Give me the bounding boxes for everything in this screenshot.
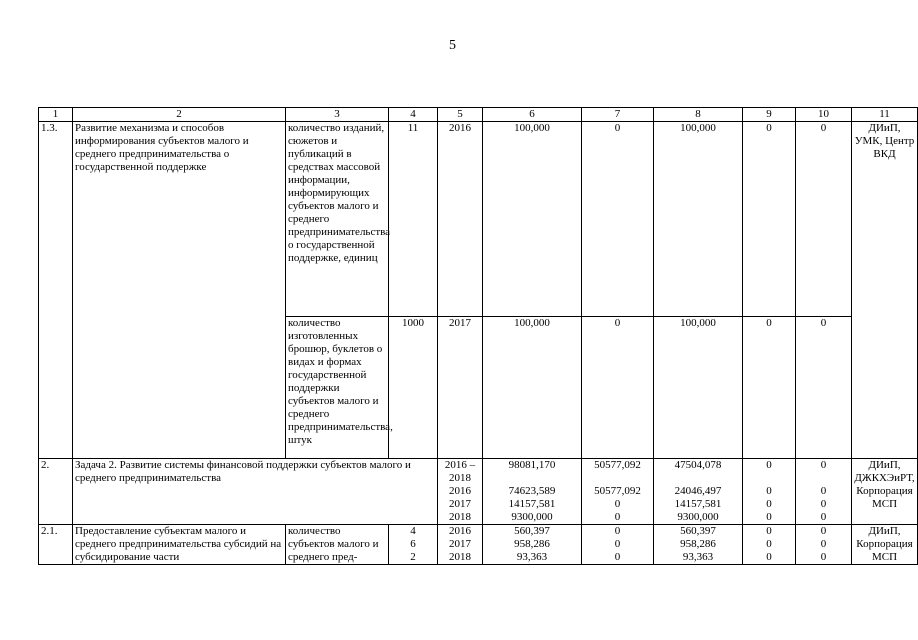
value-line: 47504,078 [674,459,722,471]
col-header: 3 [286,108,389,122]
year-line: 2016 – [444,459,476,471]
value-line: 9300,000 [511,511,553,523]
year-line: 2016 [449,525,471,537]
value-line: 6 [410,538,416,550]
value-line: 0 [820,551,827,563]
value-line [745,472,793,485]
regional-cell: 100,000 [654,122,743,317]
value-line [656,472,740,485]
year-line: 2016 [449,485,471,497]
col-header: 10 [796,108,852,122]
col-header: 6 [483,108,582,122]
row-number: 2. [39,459,73,525]
value-line: 560,397 [514,525,550,537]
value-line: 0 [766,525,772,537]
year-line: 2018 [449,472,471,484]
value-line [485,472,579,485]
value-line: 14157,581 [508,498,556,510]
measure-name: Развитие механизма и способов информирования субъектов малого и среднего предпринимательства о государственной поддержке [73,122,286,459]
header-row [39,108,918,122]
value-line: 0 [820,485,827,497]
value-line: 560,397 [680,525,716,537]
value-line: 0 [820,538,827,550]
page-number: 5 [449,38,456,53]
years-cell [438,525,483,565]
col-header: 11 [852,108,918,122]
federal-cell [582,525,654,565]
value-line: 0 [766,485,772,497]
other-cell [796,459,852,525]
table-row [39,122,918,317]
year-line: 2018 [449,551,471,563]
total-cell: 100,000 [483,317,582,459]
value-line [584,472,651,485]
municipal-cell: 0 [743,317,796,459]
value-line: 50577,092 [594,459,641,471]
value-line: 2 [410,551,416,563]
col-header: 1 [39,108,73,122]
years-cell [438,459,483,525]
year-line: 2017 [449,538,471,550]
federal-cell [582,459,654,525]
other-cell: 0 [796,122,852,317]
value-line: 0 [614,511,621,523]
value-line: 0 [766,551,772,563]
total-cell: 100,000 [483,122,582,317]
value-line: 98081,170 [508,459,556,471]
value-line: 9300,000 [677,511,719,523]
total-cell [483,459,582,525]
year-line: 2018 [449,511,471,523]
year-cell: 2017 [438,317,483,459]
indicator-text: количество изготовленных брошюр, буклетов о видах и формах государственной поддержки субъектов малого и среднего предпринимательства, штук [286,317,389,459]
table-row [39,459,918,525]
executor-cell: ДИиП, Корпорация МСП [852,525,918,565]
value-line: 0 [820,459,827,471]
regional-cell: 100,000 [654,317,743,459]
regional-cell [654,525,743,565]
value-line: 93,363 [516,551,548,563]
value-line: 0 [766,538,772,550]
value-line: 4 [410,525,416,537]
col-header: 5 [438,108,483,122]
col-header: 7 [582,108,654,122]
executor-cell: ДИиП, ДЖКХЭиРТ, Корпорация МСП [852,459,918,525]
value-line: 0 [614,551,621,563]
municipal-cell [743,459,796,525]
value-line: 0 [766,498,772,510]
value-line: 0 [820,525,827,537]
row-number: 1.3. [39,122,73,459]
program-table [38,107,918,565]
table-row [39,525,918,565]
col-header: 8 [654,108,743,122]
measure-name: Предоставление субъектам малого и среднего предпринимательства субсидий на субсидирование части [73,525,286,565]
value-line: 14157,581 [674,498,722,510]
municipal-cell [743,525,796,565]
col-header: 9 [743,108,796,122]
col-header: 2 [73,108,286,122]
indicator-value: 11 [389,122,438,317]
row-number: 2.1. [39,525,73,565]
value-line: 958,286 [514,538,550,550]
value-line: 0 [614,525,621,537]
executor-cell: ДИиП, УМК, Центр ВКД [852,122,918,459]
year-line: 2017 [449,498,471,510]
value-line: 958,286 [680,538,716,550]
task-name: Задача 2. Развитие системы финансовой поддержки субъектов малого и среднего предпринимательства [73,459,438,525]
other-cell: 0 [796,317,852,459]
indicator-text: количество субъектов малого и среднего пред- [286,525,389,565]
year-cell: 2016 [438,122,483,317]
federal-cell: 0 [582,122,654,317]
indicator-text: количество изданий, сюжетов и публикаций в средствах массовой информации, информирующих субъектов малого и среднего предпринимательства о государственной поддержке, единиц [286,122,389,317]
indicator-values [389,525,438,565]
value-line: 50577,092 [594,485,641,497]
total-cell [483,525,582,565]
value-line: 0 [614,498,621,510]
municipal-cell: 0 [743,122,796,317]
value-line: 93,363 [682,551,714,563]
value-line: 24046,497 [674,485,722,497]
other-cell [796,525,852,565]
indicator-value: 1000 [389,317,438,459]
value-line: 0 [766,459,772,471]
value-line: 0 [820,511,827,523]
value-line: 0 [820,498,827,510]
value-line [798,472,849,485]
col-header: 4 [389,108,438,122]
value-line: 74623,589 [508,485,556,497]
federal-cell: 0 [582,317,654,459]
regional-cell [654,459,743,525]
value-line: 0 [766,511,772,523]
value-line: 0 [614,538,621,550]
